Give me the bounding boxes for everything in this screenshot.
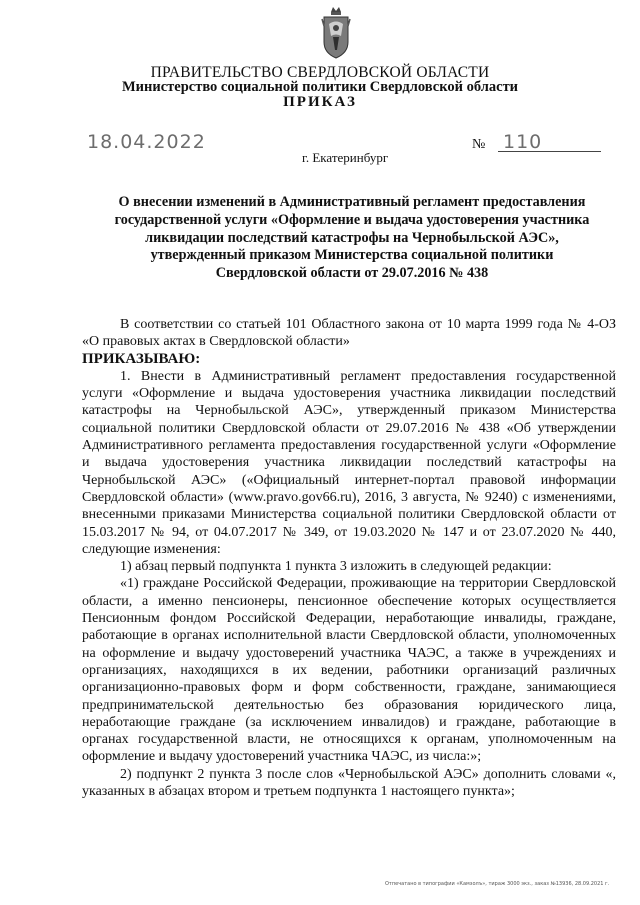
order-date: 18.04.2022 — [87, 131, 206, 153]
document-body — [82, 316, 616, 800]
paragraph-4: 2) подпункт 2 пункта 3 после слов «Чернобыльской АЭС» дополнить словами «, указанных в абзацах втором и третьем подпункта 1 настоящего пункта»; — [82, 766, 616, 800]
government-heading: ПРАВИТЕЛЬСТВО СВЕРДЛОВСКОЙ ОБЛАСТИ — [150, 64, 490, 81]
number-underline — [498, 151, 601, 152]
paragraph-1: 1. Внести в Административный регламент предоставления государственной услуги «Оформление и выдача удостоверения участника ликвидации последствий катастрофы на Чернобыльской АЭС», утвержденный приказом Министерства социальной политики Свердловской области от 29.07.2016 № 438 «Об утверждении Административного регламента предоставления государственной услуги «Оформление и выдача удостоверения участника ликвидации последствий катастрофы на Чернобыльской АЭС» («Официальный интернет-портал правовой информации Свердловской области» (www.pravo.gov66.ru), 2016, 3 августа, № 9240) с изменениями, внесенными приказами Министерства социальной политики Свердловской области от 15.03.2017 № 94, от 04.07.2017 № 349, от 19.03.2020 № 147 и от 23.07.2020 № 440, следующие изменения: — [82, 368, 616, 557]
number-sign: № — [472, 137, 486, 152]
ministry-heading: Министерство социальной политики Свердловской области — [121, 79, 519, 95]
command-word: ПРИКАЗЫВАЮ: — [82, 350, 201, 367]
coat-of-arms-icon — [319, 6, 353, 60]
intro-paragraph: В соответствии со статьей 101 Областного закона от 10 марта 1999 года № 4-ОЗ «О правовых актах в Свердловской области» — [82, 317, 616, 350]
paragraph-3: «1) граждане Российской Федерации, проживающие на территории Свердловской области, а именно пенсионеры, пенсионное обеспечение которых осуществляется Пенсионным фондом Российской Федерации, неработающие инвалиды, граждане, работающие в органах исполнительной власти Свердловской области, уполномоченных на оформление и выдачу удостоверений участника ЧАЭС, а также в учреждениях и организациях, находящихся в их ведении, работники организаций различных организационно-правовых форм и форм собственности, граждане, занимающиеся предпринимательской деятельностью без образования юридического лица, неработающие граждане (за исключением инвалидов) и граждане, работающие в органах государственной власти, не относящихся к органам, уполномоченным на оформление и выдачу удостоверений участника ЧАЭС, из числа:»; — [82, 576, 616, 765]
document-title: О внесении изменений в Административный регламент предоставления государственной услуги «Оформление и выдача удостоверения участника ликвидации последствий катастрофы на Чернобыльской АЭС», утвержденный приказом Министерства социальной политики Свердловской области от 29.07.2016 № 438 — [114, 194, 590, 282]
order-heading: ПРИКАЗ — [283, 94, 357, 110]
paragraph-2: 1) абзац первый подпункта 1 пункта 3 изложить в следующей редакции: — [120, 559, 552, 575]
city-label: г. Екатеринбург — [302, 150, 389, 165]
order-number: 110 — [503, 131, 543, 153]
print-footer: Отпечатано в типографии «Камзолъ», тираж 3000 экз., заказ №13936, 28.09.2021 г. — [385, 881, 610, 887]
